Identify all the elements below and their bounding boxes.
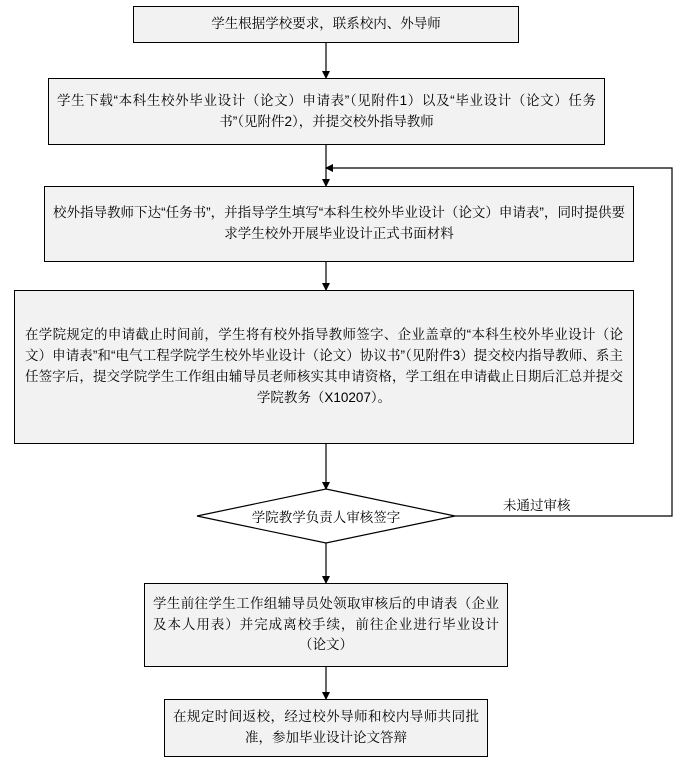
step-submit-application-materials	[14, 290, 634, 444]
decision-label: 学院教学负责人审核签字	[251, 510, 401, 525]
step-return-and-defense	[164, 699, 488, 757]
step-collect-approved-forms-text: 学生前往学生工作组辅导员处领取审核后的申请表（企业及本人用表）并完成离校手续，前往企业进行毕业设计（论文）	[153, 595, 499, 653]
decision-college-teaching-head-review	[197, 489, 455, 543]
edge-label-review-failed-text: 未通过审核	[503, 498, 571, 513]
step-return-and-defense-text: 在规定时间返校，经过校外导师和校内导师共同批准，参加毕业设计论文答辩	[173, 709, 479, 745]
step-submit-application-materials-text: 在学院规定的申请截止时间前，学生将有校外指导教师签字、企业盖章的“本科生校外毕业设计（论文）申请表”和“电气工程学院学生校外毕业设计（论文）协议书”（见附件3）提交校内指导教师、系主任签字后，提交学院学生工作组由辅导员老师核实其申请资格，学工组在申请截止日期后汇总并提交学院教务（X10207）。	[25, 327, 623, 405]
step-collect-approved-forms	[144, 583, 508, 667]
step-contact-advisors	[133, 6, 519, 43]
edge-label-review-failed	[503, 494, 571, 514]
step-offcampus-advisor-task-text: 校外指导教师下达“任务书”，并指导学生填写“本科生校外毕业设计（论文）申请表”，同时提供要求学生校外开展毕业设计正式书面材料	[53, 205, 625, 241]
step-contact-advisors-text: 学生根据学校要求，联系校内、外导师	[211, 16, 441, 32]
step-download-forms	[48, 78, 605, 145]
step-offcampus-advisor-task	[44, 186, 634, 262]
step-download-forms-text: 学生下载“本科生校外毕业设计（论文）申请表”（见附件1）以及“毕业设计（论文）任务书”（见附件2），并提交校外指导教师	[57, 92, 596, 129]
